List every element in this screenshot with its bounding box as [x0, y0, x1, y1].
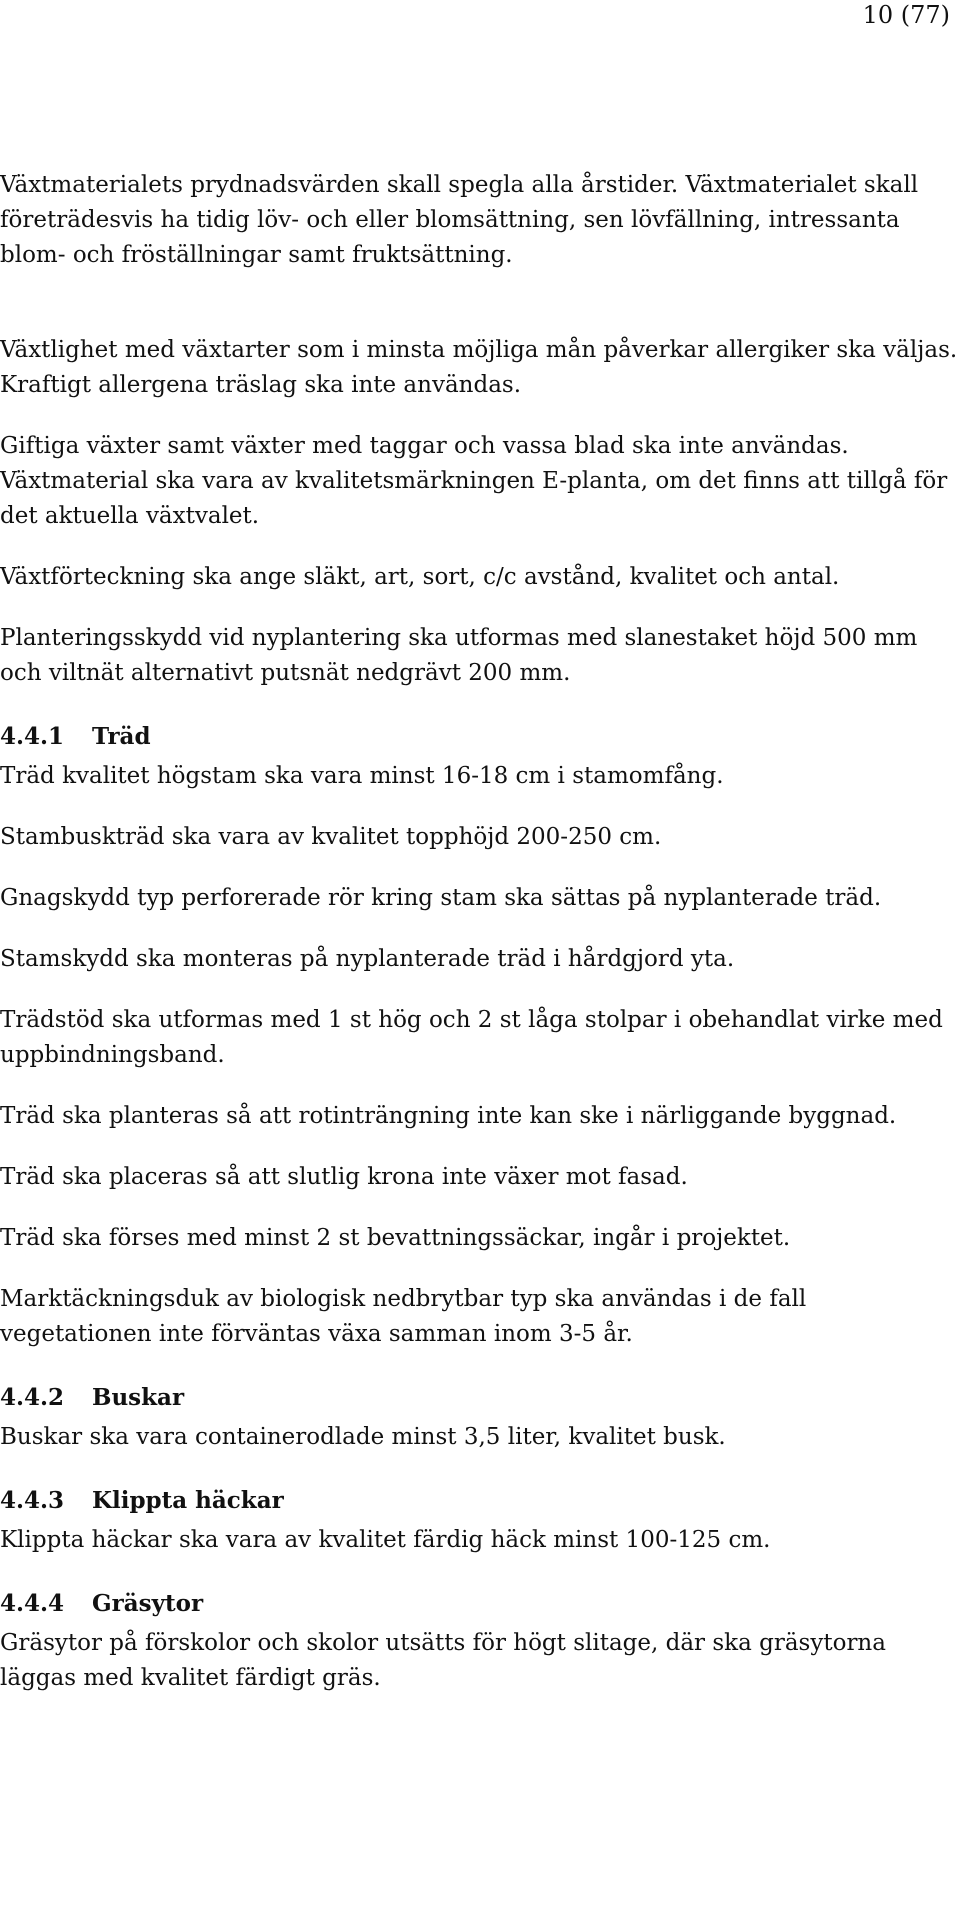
document-body	[0, 168, 958, 1696]
paragraph-plant-list: Växtförteckning ska ange släkt, art, sort, c/c avstånd, kvalitet och antal.	[0, 564, 840, 590]
paragraph-buskar: Buskar ska vara containerodlade minst 3,5 liter, kvalitet busk.	[0, 1424, 726, 1450]
paragraph-krona: Träd ska placeras så att slutlig krona inte växer mot fasad.	[0, 1164, 688, 1190]
section-title: Buskar	[92, 1384, 185, 1411]
paragraph-stambusktrad: Stambuskträd ska vara av kvalitet topphöjd 200-250 cm.	[0, 824, 662, 850]
paragraph-grasytor: Gräsytor på förskolor och skolor utsätts för högt slitage, där ska gräsytorna läggas med kvalitet färdigt gräs.	[0, 1630, 886, 1691]
section-heading-grasytor	[0, 1586, 958, 1621]
paragraph-tradstod: Trädstöd ska utformas med 1 st hög och 2 st låga stolpar i obehandlat virke med uppbindningsband.	[0, 1007, 943, 1068]
section-heading-buskar	[0, 1380, 958, 1415]
paragraph-trad-quality: Träd kvalitet högstam ska vara minst 16-18 cm i stamomfång.	[0, 763, 724, 789]
section-title: Gräsytor	[92, 1590, 204, 1617]
section-heading-trad	[0, 719, 958, 754]
section-number: 4.4.1	[0, 723, 65, 750]
section-heading-hackar	[0, 1483, 958, 1518]
paragraph-plant-ornamental-values: Växtmaterialets prydnadsvärden skall spegla alla årstider. Växtmaterialet skall företrädesvis ha tidig löv- och eller blomsättning, sen lövfällning, intressanta blom- och fröställningar samt fruktsättning.	[0, 172, 919, 268]
section-title: Träd	[92, 723, 151, 750]
paragraph-e-planta: Växtmaterial ska vara av kvalitetsmärkningen E-planta, om det finns att tillgå för det aktuella växtvalet.	[0, 468, 948, 529]
paragraph-hackar: Klippta häckar ska vara av kvalitet färdig häck minst 100-125 cm.	[0, 1527, 771, 1553]
paragraph-planting-protection: Planteringsskydd vid nyplantering ska utformas med slanestaket höjd 500 mm och viltnät alternativt putsnät nedgrävt 200 mm.	[0, 625, 918, 686]
section-number: 4.4.4	[0, 1590, 65, 1617]
paragraph-gnagskydd: Gnagskydd typ perforerade rör kring stam ska sättas på nyplanterade träd.	[0, 885, 882, 911]
paragraph-poisonous-plants: Giftiga växter samt växter med taggar och vassa blad ska inte användas.	[0, 433, 849, 459]
paragraph-bevattning: Träd ska förses med minst 2 st bevattningssäckar, ingår i projektet.	[0, 1225, 791, 1251]
paragraph-stamskydd: Stamskydd ska monteras på nyplanterade träd i hårdgjord yta.	[0, 946, 735, 972]
section-title: Klippta häckar	[92, 1487, 284, 1514]
paragraph-marktackningsduk: Marktäckningsduk av biologisk nedbrytbar typ ska användas i de fall vegetationen inte förväntas växa samman inom 3-5 år.	[0, 1286, 807, 1347]
section-number: 4.4.2	[0, 1384, 65, 1411]
paragraph-rotintrangning: Träd ska planteras så att rotinträngning inte kan ske i närliggande byggnad.	[0, 1103, 897, 1129]
paragraph-allergy: Växtlighet med växtarter som i minsta möjliga mån påverkar allergiker ska väljas. Kraftigt allergena träslag ska inte användas.	[0, 337, 958, 398]
section-number: 4.4.3	[0, 1487, 65, 1514]
page-number: 10 (77)	[862, 1, 950, 29]
